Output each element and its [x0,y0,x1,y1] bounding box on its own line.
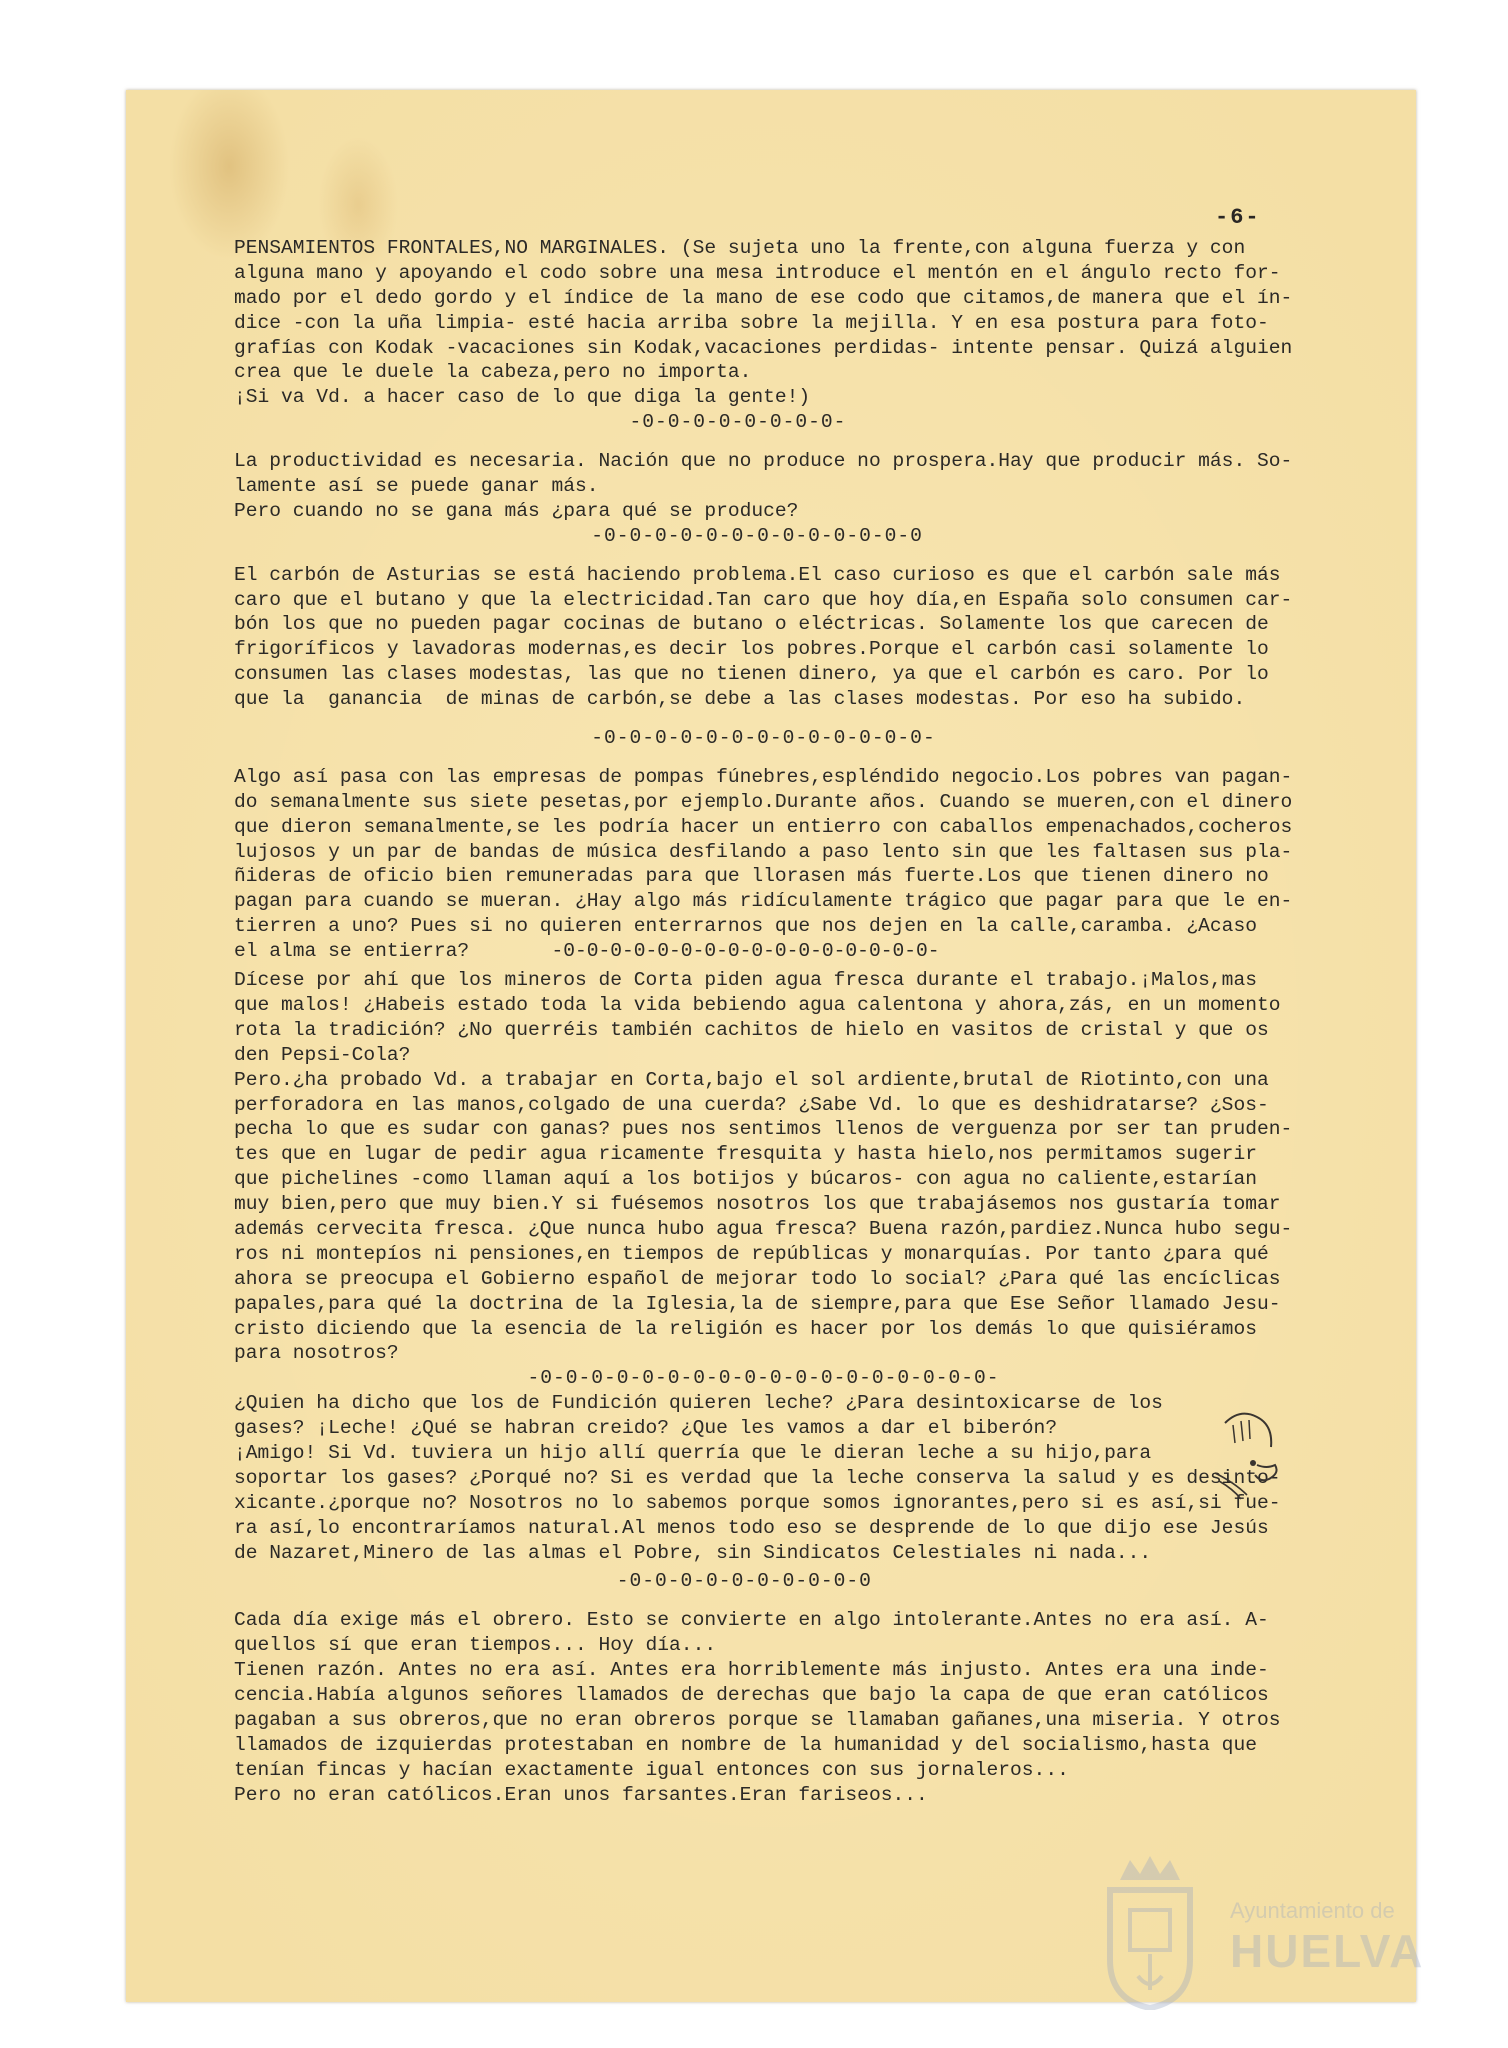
section-separator: -0-0-0-0-0-0-0-0-0-0-0-0-0 [234,524,923,547]
section-separator: -0-0-0-0-0-0-0-0- [234,411,847,434]
text-line: tes que en lugar de pedir agua ricamente fresquita y hasta hielo,nos permitamos sugerir [234,1143,1257,1166]
text-line: La productividad es necesaria. Nación que no produce no prospera.Hay que producir más. So- [234,450,1293,473]
text-line: ¿Quien ha dicho que los de Fundición quieren leche? ¿Para desintoxicarse de los [234,1392,1163,1415]
section-separator: -0-0-0-0-0-0-0-0-0-0-0-0-0-0-0-0-0-0- [234,1367,1000,1390]
text-line: bón los que no pueden pagar cocinas de butano o eléctricas. Solamente los que carecen de [234,613,1269,636]
text-line: Pero.¿ha probado Vd. a trabajar en Corta,bajo el sol ardiente,brutal de Riotinto,con una [234,1068,1269,1091]
text-line: Dícese por ahí que los mineros de Corta piden agua fresca durante el trabajo.¡Malos,mas [234,969,1257,992]
text-line: grafías con Kodak -vacaciones sin Kodak,vacaciones perdidas- intente pensar. Quizá alguien [234,336,1293,359]
page-number: -6- [1215,205,1261,230]
text-line: perforadora en las manos,colgado de una cuerda? ¿Sabe Vd. lo que es deshidratarse? ¿Sos- [234,1093,1269,1116]
paragraph-gap [234,549,1364,563]
text-line: que dieron semanalmente,se les podría hacer un entierro con caballos empenachados,cocheros [234,815,1293,838]
text-line: pecha lo que es sudar con ganas? pues nos sentimos llenos de verguenza por ser tan pruden- [234,1118,1293,1141]
text-line: pagan para cuando se mueran. ¿Hay algo más ridículamente trágico que pagar para que le en- [234,890,1293,913]
text-line: gases? ¡Leche! ¿Qué se habran creido? ¿Que les vamos a dar el biberón? [234,1417,1058,1440]
text-line: ¡Amigo! Si Vd. tuviera un hijo allí querría que le dieran leche a su hijo,para [234,1441,1152,1464]
text-line: consumen las clases modestas, las que no tienen dinero, ya que el carbón es caro. Por lo [234,663,1269,686]
text-line: llamados de izquierdas protestaban en nombre de la humanidad y del socialismo,hasta que [234,1733,1257,1756]
paragraph-gap [234,712,1364,726]
text-line: muy bien,pero que muy bien.Y si fuésemos nosotros los que trabajásemos nos gustaría tomar [234,1193,1281,1216]
text-line: Algo así pasa con las empresas de pompas fúnebres,espléndido negocio.Los pobres van pagan- [234,765,1293,788]
watermark-line2: HUELVA [1230,1925,1425,1977]
text-line: rota la tradición? ¿No querréis también cachitos de hielo en vasitos de cristal y que os [234,1018,1269,1041]
text-line: PENSAMIENTOS FRONTALES,NO MARGINALES. (Se sujeta uno la frente,con alguna fuerza y con [234,237,1246,259]
document-body [234,236,1364,1807]
text-line: mado por el dedo gordo y el índice de la mano de ese codo que citamos,de manera que el ín- [234,286,1293,309]
paragraph-gap [234,751,1364,765]
text-line: Tienen razón. Antes no era así. Antes era horriblemente más injusto. Antes era una inde- [234,1659,1269,1682]
section-separator: -0-0-0-0-0-0-0-0-0-0 [234,1570,872,1593]
text-line: soportar los gases? ¿Porqué no? Si es verdad que la leche conserva la salud y es desinto- [234,1466,1281,1489]
text-line: Pero no eran católicos.Eran unos farsantes.Eran fariseos... [234,1783,928,1806]
text-line: ros ni montepíos ni pensiones,en tiempos de repúblicas y monarquías. Por tanto ¿para qué [234,1242,1269,1265]
text-line: xicante.¿porque no? Nosotros no lo sabemos porque somos ignorantes,pero si es así,si fue- [234,1491,1281,1514]
hand-drawn-face-doodle [1195,1403,1305,1513]
text-line: que malos! ¿Habeis estado toda la vida bebiendo agua calentona y ahora,zás, en un momento [234,993,1281,1016]
text-line: Cada día exige más el obrero. Esto se convierte en algo intolerante.Antes no era así. A- [234,1609,1269,1632]
text-line: para nosotros? [234,1342,399,1365]
text-line: den Pepsi-Cola? [234,1043,411,1066]
text-line: además cervecita fresca. ¿Que nunca hubo agua fresca? Buena razón,pardiez.Nunca hubo segu- [234,1217,1293,1240]
text-line: alguna mano y apoyando el codo sobre una mesa introduce el mentón en el ángulo recto for- [234,261,1281,284]
text-line: que pichelines -como llaman aquí a los botijos y búcaros- con agua no caliente,estarían [234,1168,1257,1191]
text-line: tierren a uno? Pues si no quieren enterrarnos que nos dejen en la calle,caramba. ¿Acaso [234,915,1257,938]
text-line: quellos sí que eran tiempos... Hoy día... [234,1634,717,1657]
text-line: cristo diciendo que la esencia de la religión es hacer por los demás lo que quisiéramos [234,1317,1257,1340]
watermark-line1: Ayuntamiento de [1230,1898,1395,1923]
text-line: El carbón de Asturias se está haciendo problema.El caso curioso es que el carbón sale más [234,563,1281,586]
text-line: do semanalmente sus siete pesetas,por ejemplo.Durante años. Cuando se mueren,con el dinero [234,790,1293,813]
text-line: ñideras de oficio bien remuneradas para que llorasen más fuerte.Los que tienen dinero no [234,865,1269,888]
text-line: el alma se entierra? -0-0-0-0-0-0-0-0-0-0-0-0-0-0-0-0- [234,940,940,963]
text-line: papales,para qué la doctrina de la Iglesia,la de siempre,para que Ese Señor llamado Jesu- [234,1292,1281,1315]
text-line: frigoríficos y lavadoras modernas,es decir los pobres.Porque el carbón casi solamente lo [234,638,1269,661]
paragraph-gap [234,1594,1364,1608]
text-line: que la ganancia de minas de carbón,se debe a las clases modestas. Por eso ha subido. [234,688,1246,711]
text-line: lujosos y un par de bandas de música desfilando a paso lento sin que les faltasen sus pla- [234,840,1293,863]
city-shield-icon [1090,1850,1210,2010]
text-line: ahora se preocupa el Gobierno español de mejorar todo lo social? ¿Para qué las encíclicas [234,1267,1281,1290]
text-line: de Nazaret,Minero de las almas el Pobre, sin Sindicatos Celestiales ni nada... [234,1541,1152,1564]
text-line: caro que el butano y que la electricidad.Tan caro que hoy día,en España solo consumen car- [234,588,1293,611]
text-line: crea que le duele la cabeza,pero no importa. [234,361,752,384]
archive-watermark [1090,1850,1425,2010]
text-line: tenían fincas y hacían exactamente igual entonces con sus jornaleros... [234,1758,1069,1781]
text-line: ra así,lo encontraríamos natural.Al menos todo eso se desprende de lo que dijo ese Jesús [234,1516,1269,1539]
paragraph-gap [234,435,1364,449]
text-line: lamente así se puede ganar más. [234,475,599,498]
text-line: pagaban a sus obreros,que no eran obreros porque se llamaban gañanes,una miseria. Y otros [234,1708,1281,1731]
text-line: ¡Si va Vd. a hacer caso de lo que diga la gente!) [234,386,811,409]
text-line: Pero cuando no se gana más ¿para qué se produce? [234,499,799,522]
text-line: cencia.Había algunos señores llamados de derechas que bajo la capa de que eran católicos [234,1683,1269,1706]
text-line: dice -con la uña limpia- esté hacia arriba sobre la mejilla. Y en esa postura para foto- [234,311,1269,334]
section-separator: -0-0-0-0-0-0-0-0-0-0-0-0-0- [234,727,936,750]
